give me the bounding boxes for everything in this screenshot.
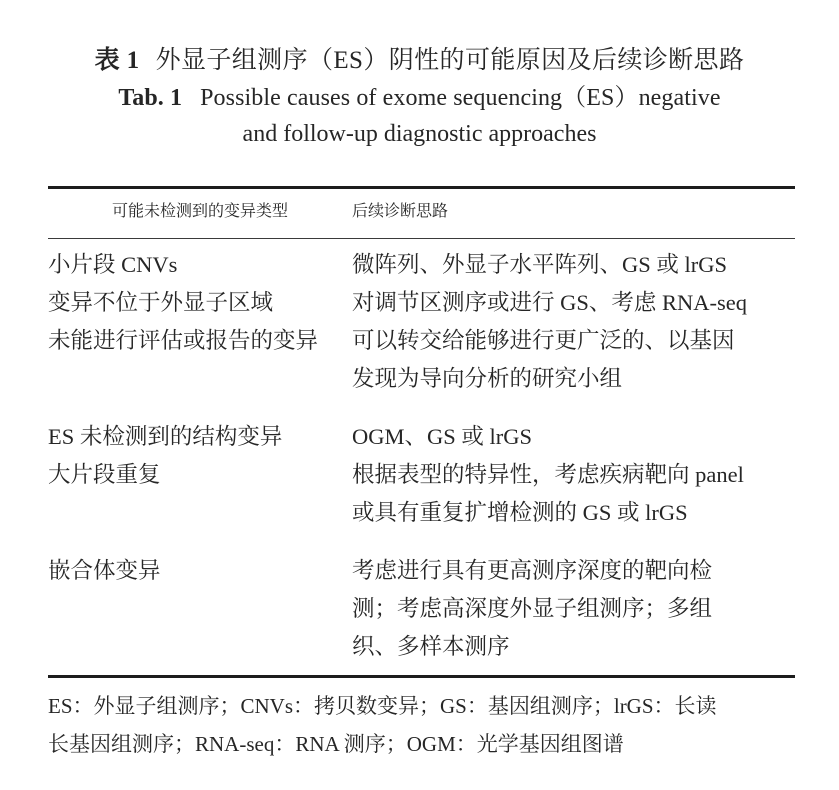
table-row [48,398,795,456]
table-row [48,234,795,284]
cell-approach-line: 考虑进行具有更高测序深度的靶向检 [352,558,713,583]
data-table [48,190,795,666]
cell-cause: 嵌合体变异 [48,558,161,583]
cell-approach-line: 微阵列、外显子水平阵列、GS 或 lrGS [352,252,728,277]
table-body [48,234,795,666]
table-row [48,456,795,532]
cell-approach-line: 根据表型的特异性，考虑疾病靶向 panel [352,462,744,487]
cell-approach [352,398,795,456]
column-header-cause: 可能未检测到的变异类型 [111,203,288,220]
cell-approach-line: 对调节区测序或进行 GS、考虑 RNA-seq [352,290,748,315]
table-header-row [48,190,795,234]
table-row [48,284,795,322]
cell-approach [352,284,795,322]
cell-approach-line: 织、多样本测序 [352,634,510,659]
table-row [48,322,795,398]
table-bottom-rule [48,675,795,678]
cell-approach-line: 或具有重复扩增检测的 GS 或 lrGS [352,500,688,525]
caption-chinese-title: 外显子组测序（ES）阴性的可能原因及后续诊断思路 [155,47,745,74]
table-row [48,532,795,666]
cell-approach [352,234,795,284]
cell-cause: 大片段重复 [48,462,161,487]
caption-english-line-2: and follow-up diagnostic approaches [242,120,597,147]
cell-approach [352,322,795,398]
table-footnote [48,687,808,763]
table-caption [0,42,839,152]
cell-cause: ES 未检测到的结构变异 [48,424,283,449]
cell-approach [352,532,795,666]
table-top-rule [48,186,795,189]
caption-chinese-label: 表 1 [94,47,140,74]
caption-english-line-1 [0,80,839,116]
cell-approach-line: 测；考虑高深度外显子组测序；多组 [352,596,713,621]
caption-english-title-part1: Possible causes of exome sequencing（ES）negative [200,84,721,111]
cell-approach [352,456,795,532]
cell-approach-line: 可以转交给能够进行更广泛的、以基因 [352,328,735,353]
footnote-line: 长基因组测序；RNA-seq：RNA 测序；OGM：光学基因组图谱 [48,732,624,756]
column-header-approach: 后续诊断思路 [352,203,449,220]
caption-chinese-line [0,42,839,80]
cell-approach-line: OGM、GS 或 lrGS [352,424,533,449]
cell-approach-line: 发现为导向分析的研究小组 [352,366,623,391]
footnote-line: ES：外显子组测序；CNVs：拷贝数变异；GS：基因组测序；lrGS：长读 [48,694,717,718]
cell-cause: 未能进行评估或报告的变异 [48,328,319,353]
cell-cause: 变异不位于外显子区域 [48,290,274,315]
caption-english-label: Tab. 1 [118,84,183,111]
cell-cause: 小片段 CNVs [48,252,178,277]
